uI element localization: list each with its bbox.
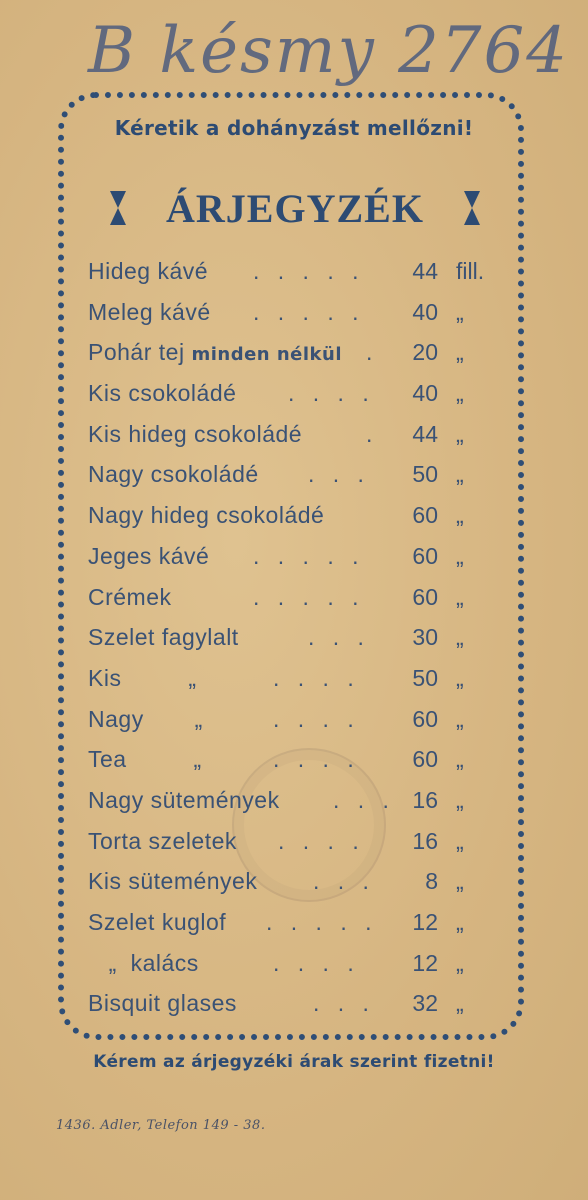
leader-dots: . . . . <box>273 746 360 773</box>
item-name: Tea „ <box>88 746 202 773</box>
price-unit: „ <box>456 949 464 976</box>
leader-dots: . . . . . <box>253 258 365 284</box>
item-name: Nagy „ <box>88 705 203 732</box>
price-unit: „ <box>456 461 464 488</box>
item-name: Jeges kávé <box>88 542 210 569</box>
item-name: Nagy sütemények <box>88 786 280 813</box>
price-list-title: ÁRJEGYZÉK <box>166 185 424 231</box>
leader-dots: . . . . <box>273 705 360 732</box>
handwritten-annotation: B késmy 2764 <box>88 14 569 88</box>
item-price: 30 <box>412 624 438 651</box>
leader-dots: . . . <box>313 868 375 895</box>
item-name: Kis „ <box>88 664 197 691</box>
price-row <box>88 415 508 456</box>
price-row <box>88 618 508 659</box>
price-unit: „ <box>456 339 464 366</box>
price-unit: „ <box>456 909 464 935</box>
leader-dots: . . . <box>333 786 395 813</box>
hourglass-icon <box>110 191 126 225</box>
price-unit: „ <box>456 786 464 813</box>
price-unit: „ <box>456 583 464 610</box>
item-name: Kis hideg csokoládé <box>88 420 303 447</box>
price-row <box>88 537 508 578</box>
price-unit: „ <box>456 624 464 651</box>
price-row <box>88 496 508 537</box>
item-name: Bisquit glases <box>88 990 237 1017</box>
price-row <box>88 659 508 700</box>
leader-dots: . . . . . <box>266 909 378 935</box>
item-name: Torta szeletek <box>88 827 237 854</box>
item-price: 40 <box>412 380 438 407</box>
price-unit: „ <box>456 542 464 569</box>
price-row <box>88 781 508 822</box>
item-price: 60 <box>412 705 438 732</box>
item-name: Meleg kávé <box>88 298 211 325</box>
no-smoking-notice: Kéretik a dohányzást mellőzni! <box>114 116 474 140</box>
item-name: „ kalács <box>88 949 199 976</box>
payment-notice: Kérem az árjegyzéki árak szerint fizetni! <box>93 1052 495 1072</box>
price-list <box>88 252 508 1025</box>
price-unit: „ <box>456 746 464 773</box>
item-price: 60 <box>412 542 438 569</box>
price-unit: „ <box>456 990 464 1017</box>
printer-imprint: 1436. Adler, Telefon 149 - 38. <box>56 1118 266 1133</box>
item-price: 12 <box>412 909 438 935</box>
price-row <box>88 252 508 293</box>
leader-dots: . . . . <box>278 827 365 854</box>
price-unit: „ <box>456 502 464 529</box>
leader-dots: . . . <box>308 624 370 651</box>
item-emphasis: minden nélkül <box>191 344 343 366</box>
price-unit: „ <box>456 298 464 325</box>
item-name: Nagy csokoládé <box>88 461 259 488</box>
price-row <box>88 374 508 415</box>
price-unit: „ <box>456 827 464 854</box>
leader-dots: . . . . . <box>253 298 365 325</box>
item-price: 44 <box>412 258 438 284</box>
item-name: Crémek <box>88 583 172 610</box>
leader-dots: . . . . <box>273 664 360 691</box>
item-name: Nagy hideg csokoládé <box>88 502 325 529</box>
price-row <box>88 293 508 334</box>
item-name: Kis sütemények <box>88 868 258 895</box>
item-price: 60 <box>412 583 438 610</box>
leader-dots: . . . <box>308 461 370 488</box>
leader-dots: . . . . . <box>253 542 365 569</box>
leader-dots: . <box>366 420 379 447</box>
item-name: Hideg kávé <box>88 258 209 284</box>
item-name: Szelet fagylalt <box>88 624 239 651</box>
price-unit: „ <box>456 420 464 447</box>
price-row <box>88 944 508 985</box>
price-row <box>88 700 508 741</box>
price-row <box>88 984 508 1025</box>
item-name: Szelet kuglof <box>88 909 227 935</box>
item-price: 50 <box>412 664 438 691</box>
item-price: 8 <box>425 868 438 895</box>
leader-dots: . . . . <box>273 949 360 976</box>
leader-dots: . . . <box>313 990 375 1017</box>
item-price: 40 <box>412 298 438 325</box>
price-row <box>88 578 508 619</box>
leader-dots: . <box>366 339 379 366</box>
price-unit: fill. <box>456 258 485 284</box>
price-row <box>88 333 508 374</box>
item-price: 60 <box>412 502 438 529</box>
price-row <box>88 740 508 781</box>
item-price: 16 <box>412 786 438 813</box>
price-row <box>88 903 508 944</box>
price-unit: „ <box>456 380 464 407</box>
price-unit: „ <box>456 868 464 895</box>
hourglass-icon <box>464 191 480 225</box>
item-price: 20 <box>412 339 438 366</box>
price-unit: „ <box>456 705 464 732</box>
item-price: 16 <box>412 827 438 854</box>
item-price: 60 <box>412 746 438 773</box>
item-price: 12 <box>412 949 438 976</box>
item-price: 44 <box>412 420 438 447</box>
item-price: 32 <box>412 990 438 1017</box>
item-price: 50 <box>412 461 438 488</box>
leader-dots: . . . . <box>288 380 375 407</box>
price-row <box>88 822 508 863</box>
price-row <box>88 862 508 903</box>
item-name: Kis csokoládé <box>88 380 237 407</box>
item-name: Pohár tej minden nélkül <box>88 339 343 366</box>
title-row <box>110 180 480 236</box>
leader-dots: . . . . . <box>253 583 365 610</box>
price-row <box>88 455 508 496</box>
price-unit: „ <box>456 664 464 691</box>
